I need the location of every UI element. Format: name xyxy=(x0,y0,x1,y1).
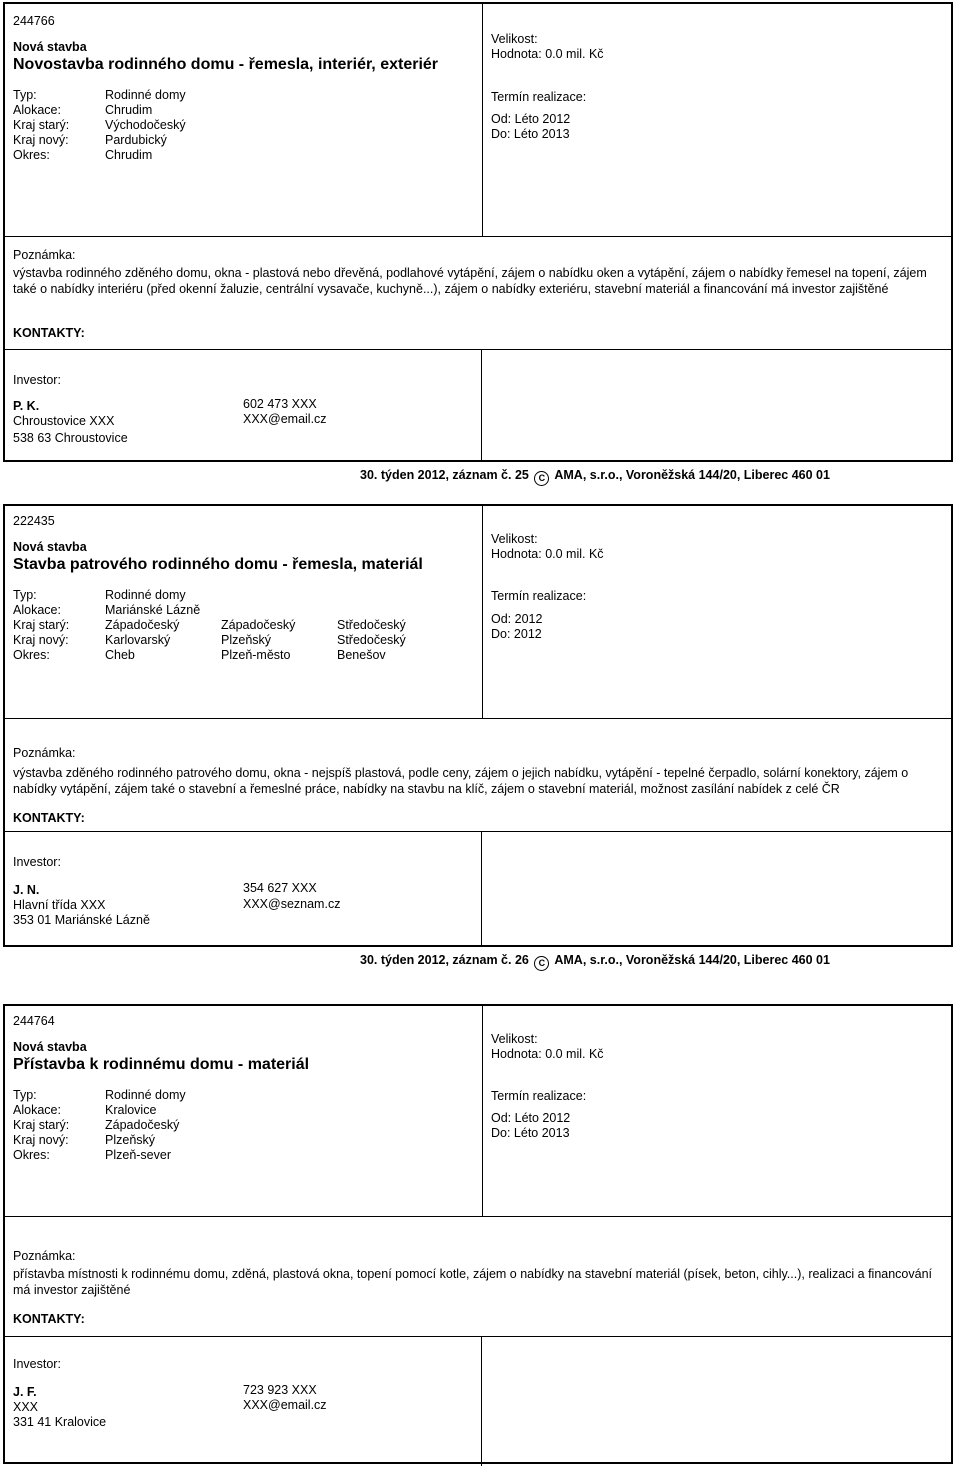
value-typ: Rodinné domy xyxy=(105,1088,186,1102)
investor-email: XXX@seznam.cz xyxy=(243,897,341,911)
hodnota-value: Hodnota: 0.0 mil. Kč xyxy=(491,47,604,61)
label-kraj-novy: Kraj nový: xyxy=(13,1133,69,1147)
contacts-divider xyxy=(481,831,482,945)
termin-do: Do: Léto 2013 xyxy=(491,1126,570,1140)
poznamka-label: Poznámka: xyxy=(13,248,76,262)
value-kraj-stary: Západočeský xyxy=(221,618,296,632)
kontakty-label: KONTAKTY: xyxy=(13,811,85,825)
value-alokace: Chrudim xyxy=(105,103,153,117)
velikost-label: Velikost: xyxy=(491,32,538,46)
label-typ: Typ: xyxy=(13,588,37,602)
investor-address: XXX xyxy=(13,1400,39,1414)
termin-do: Do: Léto 2013 xyxy=(491,127,570,141)
divider xyxy=(5,236,951,237)
divider xyxy=(5,1336,951,1337)
label-kraj-novy: Kraj nový: xyxy=(13,633,69,647)
investor-name: J. N. xyxy=(13,883,40,897)
value-okres: Benešov xyxy=(337,648,386,662)
investor-label: Investor: xyxy=(13,1357,61,1371)
record-id: 244766 xyxy=(13,14,55,28)
copyright-icon: C xyxy=(534,956,549,971)
value-alokace: Kralovice xyxy=(105,1103,157,1117)
record-main-info xyxy=(5,1006,483,1216)
value-kraj-stary: Středočeský xyxy=(337,618,406,632)
investor-city: 331 41 Kralovice xyxy=(13,1415,107,1429)
label-alokace: Alokace: xyxy=(13,603,61,617)
record-footer xyxy=(0,953,960,971)
investor-phone: 602 473 XXX xyxy=(243,397,317,411)
value-typ: Rodinné domy xyxy=(105,588,186,602)
value-kraj-novy: Středočeský xyxy=(337,633,406,647)
footer-company: AMA, s.r.o., Voroněžská 144/20, Liberec 460 01 xyxy=(554,953,830,967)
label-alokace: Alokace: xyxy=(13,1103,61,1117)
record-header xyxy=(5,4,951,236)
label-okres: Okres: xyxy=(13,148,50,162)
termin-label: Termín realizace: xyxy=(491,589,587,603)
footer-text: 30. týden 2012, záznam č. 26 xyxy=(360,953,529,967)
value-kraj-novy: Plzeňský xyxy=(105,1133,156,1147)
value-okres: Plzeň-sever xyxy=(105,1148,171,1162)
label-kraj-stary: Kraj starý: xyxy=(13,118,70,132)
label-okres: Okres: xyxy=(13,1148,50,1162)
termin-od: Od: Léto 2012 xyxy=(491,112,571,126)
footer-company: AMA, s.r.o., Voroněžská 144/20, Liberec 460 01 xyxy=(554,468,830,482)
record-status: Nová stavba xyxy=(13,40,87,54)
record-side-info xyxy=(483,506,951,718)
label-kraj-stary: Kraj starý: xyxy=(13,1118,70,1132)
record-header xyxy=(5,506,951,718)
record-side-info xyxy=(483,1006,951,1216)
poznamka-text: výstavba zděného rodinného patrového domu, okna - nejspíš plastová, podle ceny, zájem o jejich nabídku, vytápění - tepelné čerpadlo, solární konektory, zájem o nabídky vytápění, zájem také o stavební a řemeslné práce, nabídky na stavbu na klíč, zájem o stavební materiál, možnost zasílání nabídek z celé ČR xyxy=(13,766,909,796)
investor-label: Investor: xyxy=(13,373,61,387)
investor-address: Chroustovice XXX xyxy=(13,414,115,428)
label-okres: Okres: xyxy=(13,648,50,662)
value-kraj-stary: Západočeský xyxy=(105,1118,180,1132)
record-status: Nová stavba xyxy=(13,540,87,554)
poznamka-text: přístavba místnosti k rodinnému domu, zděná, plastová okna, topení pomocí kotle, zájem o nabídky na stavební materiál (písek, beton, cihly...), realizaci a financování má investor zajištěné xyxy=(13,1267,933,1297)
footer-text: 30. týden 2012, záznam č. 25 xyxy=(360,468,529,482)
record-card xyxy=(3,2,953,462)
record-status: Nová stavba xyxy=(13,1040,87,1054)
divider xyxy=(5,831,951,832)
termin-do: Do: 2012 xyxy=(491,627,542,641)
value-okres: Plzeň-město xyxy=(221,648,291,662)
divider xyxy=(5,1216,951,1217)
record-main-info xyxy=(5,506,483,718)
kontakty-label: KONTAKTY: xyxy=(13,1312,85,1326)
hodnota-value: Hodnota: 0.0 mil. Kč xyxy=(491,547,604,561)
label-kraj-stary: Kraj starý: xyxy=(13,618,70,632)
hodnota-value: Hodnota: 0.0 mil. Kč xyxy=(491,1047,604,1061)
poznamka-text: výstavba rodinného zděného domu, okna - plastová nebo dřevěná, podlahové vytápění, zájem o nabídku oken a vytápění, zájem o nabídky řemesel na topení, zájem také o nabídky interiéru (před okenní žaluzie, centrální vysavače, kuchyně...), zájem o nabídky exteriéru, stavební materiál a financování má investor zajištěné xyxy=(13,266,927,296)
value-kraj-novy: Pardubický xyxy=(105,133,167,147)
record-card xyxy=(3,504,953,947)
contacts-divider xyxy=(481,1336,482,1466)
investor-name: P. K. xyxy=(13,399,40,413)
investor-name: J. F. xyxy=(13,1385,37,1399)
termin-label: Termín realizace: xyxy=(491,1089,587,1103)
record-footer xyxy=(0,468,960,486)
investor-email: XXX@email.cz xyxy=(243,412,327,426)
record-card xyxy=(3,1004,953,1464)
contacts-divider xyxy=(481,349,482,462)
velikost-label: Velikost: xyxy=(491,532,538,546)
record-main-info xyxy=(5,4,483,236)
value-kraj-novy: Plzeňský xyxy=(221,633,272,647)
value-alokace: Mariánské Lázně xyxy=(105,603,201,617)
value-okres: Cheb xyxy=(105,648,135,662)
value-kraj-stary: Západočeský xyxy=(105,618,180,632)
copyright-icon: C xyxy=(534,471,549,486)
investor-email: XXX@email.cz xyxy=(243,1398,327,1412)
record-title: Novostavba rodinného domu - řemesla, interiér, exteriér xyxy=(13,56,439,73)
value-okres: Chrudim xyxy=(105,148,153,162)
poznamka-label: Poznámka: xyxy=(13,1249,76,1263)
record-title: Stavba patrového rodinného domu - řemesla, materiál xyxy=(13,556,423,573)
record-title: Přístavba k rodinnému domu - materiál xyxy=(13,1056,310,1073)
investor-city: 538 63 Chroustovice xyxy=(13,431,128,445)
value-kraj-stary: Východočeský xyxy=(105,118,186,132)
value-kraj-novy: Karlovarský xyxy=(105,633,171,647)
record-id: 244764 xyxy=(13,1014,55,1028)
termin-od: Od: 2012 xyxy=(491,612,543,626)
record-header xyxy=(5,1006,951,1216)
investor-address: Hlavní třída XXX xyxy=(13,898,106,912)
label-kraj-novy: Kraj nový: xyxy=(13,133,69,147)
label-typ: Typ: xyxy=(13,88,37,102)
record-side-info xyxy=(483,4,951,236)
value-typ: Rodinné domy xyxy=(105,88,186,102)
termin-od: Od: Léto 2012 xyxy=(491,1111,571,1125)
record-id: 222435 xyxy=(13,514,55,528)
label-alokace: Alokace: xyxy=(13,103,61,117)
investor-label: Investor: xyxy=(13,855,61,869)
investor-phone: 723 923 XXX xyxy=(243,1383,317,1397)
divider xyxy=(5,718,951,719)
investor-city: 353 01 Mariánské Lázně xyxy=(13,913,150,927)
poznamka-label: Poznámka: xyxy=(13,746,76,760)
investor-phone: 354 627 XXX xyxy=(243,881,317,895)
kontakty-label: KONTAKTY: xyxy=(13,326,85,340)
termin-label: Termín realizace: xyxy=(491,90,587,104)
divider xyxy=(5,349,951,350)
velikost-label: Velikost: xyxy=(491,1032,538,1046)
label-typ: Typ: xyxy=(13,1088,37,1102)
